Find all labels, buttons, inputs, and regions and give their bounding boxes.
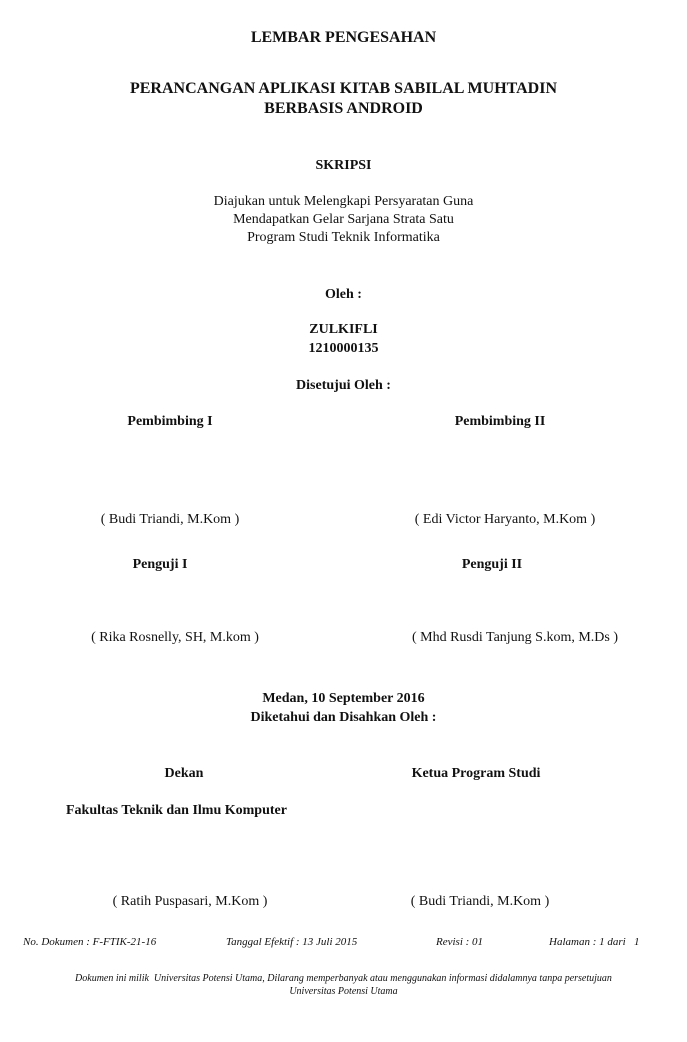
known-label: Diketahui dan Disahkan Oleh : <box>250 710 437 725</box>
dean-name: ( Ratih Puspasari, M.Kom ) <box>112 894 268 909</box>
examiner2-name: ( Mhd Rusdi Tanjung S.kom, M.Ds ) <box>411 630 619 645</box>
thesis-title-line1: PERANCANGAN APLIKASI KITAB SABILAL MUHTADIN <box>129 80 558 97</box>
supervisor1-name: ( Budi Triandi, M.Kom ) <box>100 512 240 527</box>
examiner2-role: Penguji II <box>461 557 523 572</box>
examiner1-role: Penguji I <box>132 557 188 572</box>
author-name: ZULKIFLI <box>309 322 378 337</box>
head-role: Ketua Program Studi <box>411 766 541 781</box>
footer-page: Halaman : 1 dari 1 <box>549 936 640 948</box>
document-type: SKRIPSI <box>315 158 372 173</box>
author-id: 1210000135 <box>308 341 379 356</box>
approved-label: Disetujui Oleh : <box>296 378 391 393</box>
purpose-line: Diajukan untuk Melengkapi Persyaratan Guna <box>213 194 474 209</box>
footer-notice-line1: Dokumen ini milik Universitas Potensi Utama, Dilarang memperbanyak atau menggunakan informasi didalamnya tanpa persetujuan <box>75 973 612 984</box>
supervisor1-role: Pembimbing I <box>127 414 213 429</box>
examiner1-name: ( Rika Rosnelly, SH, M.kom ) <box>91 630 259 645</box>
dean-faculty: Fakultas Teknik dan Ilmu Komputer <box>66 803 287 818</box>
footer-doc-number: No. Dokumen : F-FTIK-21-16 <box>23 936 157 948</box>
supervisor2-role: Pembimbing II <box>454 414 546 429</box>
page-heading: LEMBAR PENGESAHAN <box>250 29 437 46</box>
head-name: ( Budi Triandi, M.Kom ) <box>410 894 550 909</box>
footer-notice-line2: Universitas Potensi Utama <box>289 986 398 997</box>
dean-role: Dekan <box>164 766 204 781</box>
footer-effective-date: Tanggal Efektif : 13 Juli 2015 <box>226 936 358 948</box>
purpose-line: Mendapatkan Gelar Sarjana Strata Satu <box>233 212 454 227</box>
thesis-title-line2: BERBASIS ANDROID <box>264 100 423 117</box>
place-date: Medan, 10 September 2016 <box>262 691 425 706</box>
by-label: Oleh : <box>325 287 362 302</box>
footer-revision: Revisi : 01 <box>436 936 484 948</box>
supervisor2-name: ( Edi Victor Haryanto, M.Kom ) <box>414 512 596 527</box>
purpose-line: Program Studi Teknik Informatika <box>247 230 440 245</box>
